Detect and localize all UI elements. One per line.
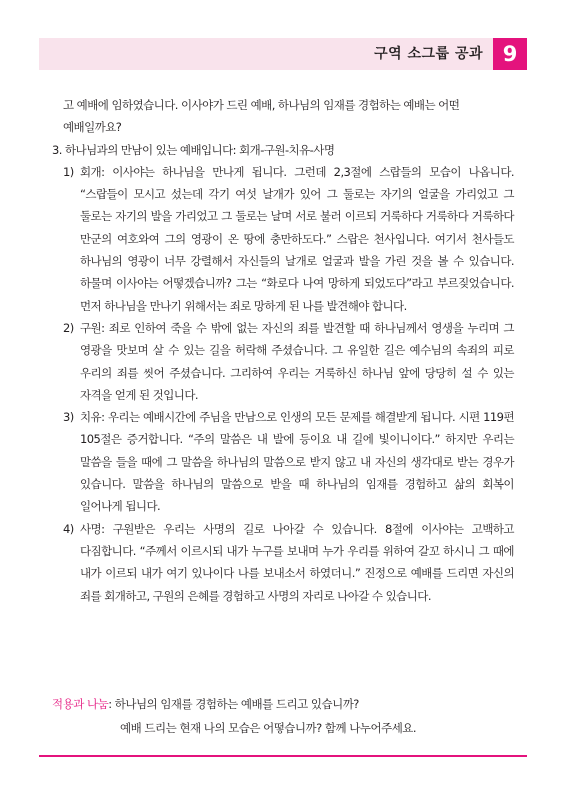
lesson-content — [52, 94, 514, 607]
list-item-mission — [52, 518, 514, 607]
item-number: 3) — [63, 410, 74, 425]
item-text: 구원: 죄로 인하여 죽을 수 밖에 없는 자신의 죄를 발견할 때 하나님께서 영생을 누리며 그 영광을 맛보며 살 수 있는 길을 허락해 주셨습니다. 그 유일한 길은 예수님의 속죄의 피로 우리의 죄를 씻어 주셨습니다. 그리하여 우리는 거룩하신 하나님 앞에 당당히 설 수 있는 자격을 얻게 된 것입니다. — [80, 320, 514, 402]
item-text: 사명: 구원받은 우리는 사명의 길로 나아갈 수 있습니다. 8절에 이사야는 고백하고 다짐합니다. “주께서 이르시되 내가 누구를 보내며 누가 우리를 위하여 갈꼬 하시니 그 때에 내가 이르되 내가 여기 있나이다 나를 보내소서 하였더니.” 진정으로 예배를 드리면 자신의 죄를 회개하고, 구원의 은혜를 경험하고 사명의 자리로 나아갈 수 있습니다. — [80, 521, 514, 603]
apply-question-2: 예배 드리는 현재 나의 모습은 어떻습니까? 함께 나누어주세요. — [120, 721, 417, 735]
list-item-healing — [52, 406, 514, 517]
item-number: 1) — [63, 164, 74, 179]
apply-line-1 — [52, 692, 514, 716]
item-number: 2) — [63, 320, 74, 335]
intro-paragraph: 고 예배에 임하였습니다. 이사야가 드린 예배, 하나님의 임재를 경험하는 예배는 어떤 예배일까요? — [63, 98, 460, 135]
header-title: 구역 소그룹 공과 — [374, 46, 483, 62]
bottom-divider — [39, 755, 527, 757]
section-heading: 3. 하나님과의 만남이 있는 예배입니다: 회개-구원-치유-사명 — [52, 142, 335, 157]
apply-label: 적용과 나눔 — [52, 697, 109, 711]
item-text: 회개: 이사야는 하나님을 만나게 됩니다. 그런데 2,3절에 스랍들의 모습이 나옵니다. “스랍들이 모시고 섰는데 각기 여섯 날개가 있어 그 둘로는 자기의 얼굴을 가리었고 그 둘로는 자기의 발을 가리었고 그 둘로는 날며 서로 불러 이르되 거룩하다 거룩하다 거룩하다 만군의 여호와여 그의 영광이 온 땅에 충만하도다.” 스랍은 천사입니다. 여기서 천사들도 하나님의 영광이 너무 강렬해서 자신들의 날개로 얼굴과 발을 가린 것을 볼 수 있습니다. 하물며 이사야는 어떻겠습니까? 그는 “화로다 나여 망하게 되었도다”라고 부르짖었습니다. 먼저 하나님을 만나기 위해서는 죄로 망하게 된 나를 발견해야 합니다. — [80, 164, 514, 313]
page-header — [39, 38, 527, 70]
apply-and-share — [52, 692, 514, 740]
item-number: 4) — [63, 521, 74, 536]
list-item-repentance — [52, 161, 514, 317]
apply-question-1: : 하나님의 임재를 경험하는 예배를 드리고 있습니까? — [108, 697, 359, 711]
item-text: 치유: 우리는 예배시간에 주님을 만남으로 인생의 모든 문제를 해결받게 됩니다. 시편 119편 105절은 증거합니다. “주의 말씀은 내 발에 등이요 내 길에 빛이니이다.” 하지만 우리는 말씀을 들을 때에 그 말씀을 하나님의 말씀으로 받지 않고 내 자신의 생각대로 받는 경우가 있습니다. 말씀을 하나님의 말씀으로 받을 때 하나님의 임재를 경험하고 삶의 회복이 일어나게 됩니다. — [80, 410, 514, 514]
lesson-number-badge: 9 — [493, 38, 527, 70]
list-item-salvation — [52, 317, 514, 406]
